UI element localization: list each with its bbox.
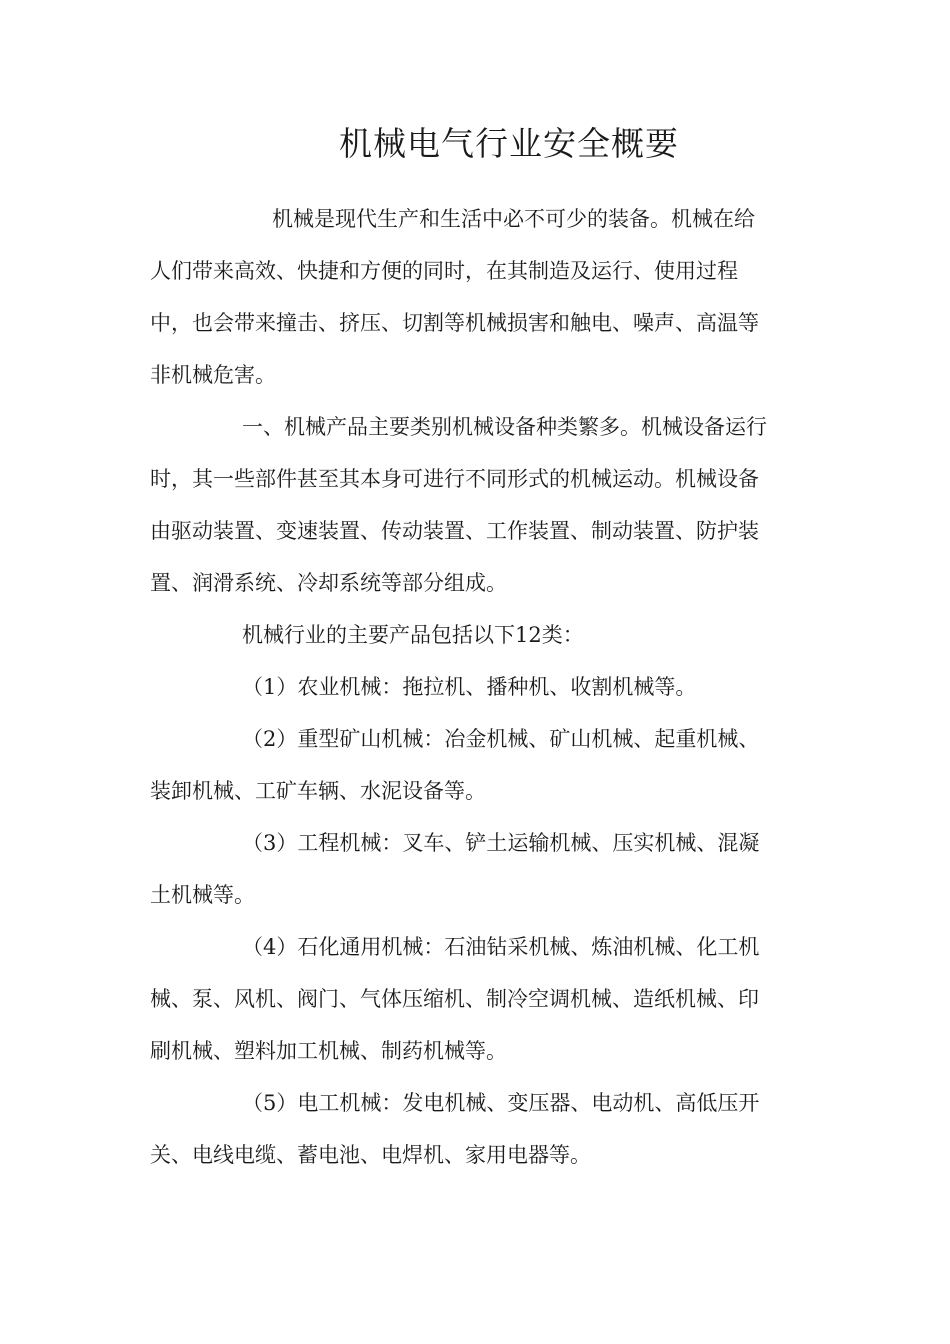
- body-text-line: 一、机械产品主要类别机械设备种类繁多。机械设备运行: [242, 415, 767, 439]
- body-text-line: 械、泵、风机、阀门、气体压缩机、制冷空调机械、造纸机械、印: [150, 987, 759, 1011]
- document-title: 机械电气行业安全概要: [339, 124, 679, 163]
- body-text-line: 时，其一些部件甚至其本身可进行不同形式的机械运动。机械设备: [150, 467, 759, 491]
- body-text-line: （2）重型矿山机械：冶金机械、矿山机械、起重机械、: [242, 727, 760, 751]
- body-text-line: 非机械危害。: [150, 363, 276, 387]
- body-text-line: （3）工程机械：叉车、铲土运输机械、压实机械、混凝: [242, 831, 760, 855]
- body-text-line: 人们带来高效、快捷和方便的同时，在其制造及运行、使用过程: [150, 259, 738, 283]
- body-text-line: 机械行业的主要产品包括以下12类：: [242, 623, 584, 647]
- body-text-line: （1）农业机械：拖拉机、播种机、收割机械等。: [242, 675, 697, 699]
- body-text-line: （5）电工机械：发电机械、变压器、电动机、高低压开: [242, 1091, 760, 1115]
- body-text-line: 中，也会带来撞击、挤压、切割等机械损害和触电、噪声、高温等: [150, 311, 759, 335]
- body-text-line: （4）石化通用机械：石油钻采机械、炼油机械、化工机: [242, 935, 760, 959]
- body-text-line: 机械是现代生产和生活中必不可少的装备。机械在给: [272, 207, 755, 231]
- body-text-line: 装卸机械、工矿车辆、水泥设备等。: [150, 779, 486, 803]
- body-text-line: 土机械等。: [150, 883, 255, 907]
- body-text-line: 由驱动装置、变速装置、传动装置、工作装置、制动装置、防护装: [150, 519, 759, 543]
- document-body: [150, 193, 806, 1181]
- body-text-line: 刷机械、塑料加工机械、制药机械等。: [150, 1039, 507, 1063]
- body-text-line: 关、电线电缆、蓄电池、电焊机、家用电器等。: [150, 1143, 591, 1167]
- body-text-line: 置、润滑系统、冷却系统等部分组成。: [150, 571, 507, 595]
